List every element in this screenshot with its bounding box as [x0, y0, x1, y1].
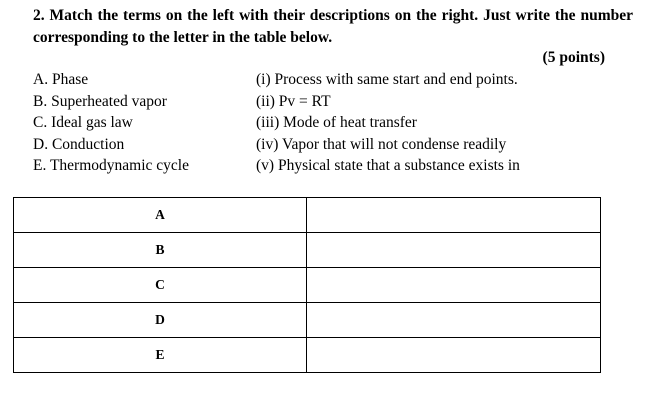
letter-cell-e: E: [14, 338, 307, 373]
descriptions-list: [256, 69, 520, 177]
description-item-v: (v) Physical state that a substance exists in: [256, 157, 520, 174]
description-item-i: (i) Process with same start and end points.: [256, 71, 518, 88]
points-label: (5 points): [542, 49, 605, 66]
answer-table: [13, 197, 601, 373]
table-row: [14, 198, 601, 233]
letter-cell-b: B: [14, 233, 307, 268]
description-item-ii: (ii) Pv = RT: [256, 92, 331, 110]
term-item-e: E. Thermodynamic cycle: [33, 157, 189, 174]
answer-cell-a[interactable]: [307, 198, 601, 233]
description-item-iii: (iii) Mode of heat transfer: [256, 114, 417, 131]
answer-cell-d[interactable]: [307, 303, 601, 338]
table-row: [14, 338, 601, 373]
answer-cell-b[interactable]: [307, 233, 601, 268]
term-item-d: D. Conduction: [33, 135, 125, 153]
table-row: [14, 303, 601, 338]
terms-list: [33, 69, 189, 177]
question-text: 2. Match the terms on the left with their descriptions on the right. Just write the number corresponding to the letter in the table below.: [33, 7, 633, 46]
answer-cell-c[interactable]: [307, 268, 601, 303]
term-item-c: C. Ideal gas law: [33, 114, 133, 131]
letter-cell-d: D: [14, 303, 307, 338]
table-row: [14, 233, 601, 268]
letter-cell-c: C: [14, 268, 307, 303]
term-item-a: A. Phase: [33, 71, 89, 88]
term-item-b: B. Superheated vapor: [33, 92, 167, 110]
answer-cell-e[interactable]: [307, 338, 601, 373]
table-row: [14, 268, 601, 303]
letter-cell-a: A: [14, 198, 307, 233]
description-item-iv: (iv) Vapor that will not condense readily: [256, 135, 507, 153]
